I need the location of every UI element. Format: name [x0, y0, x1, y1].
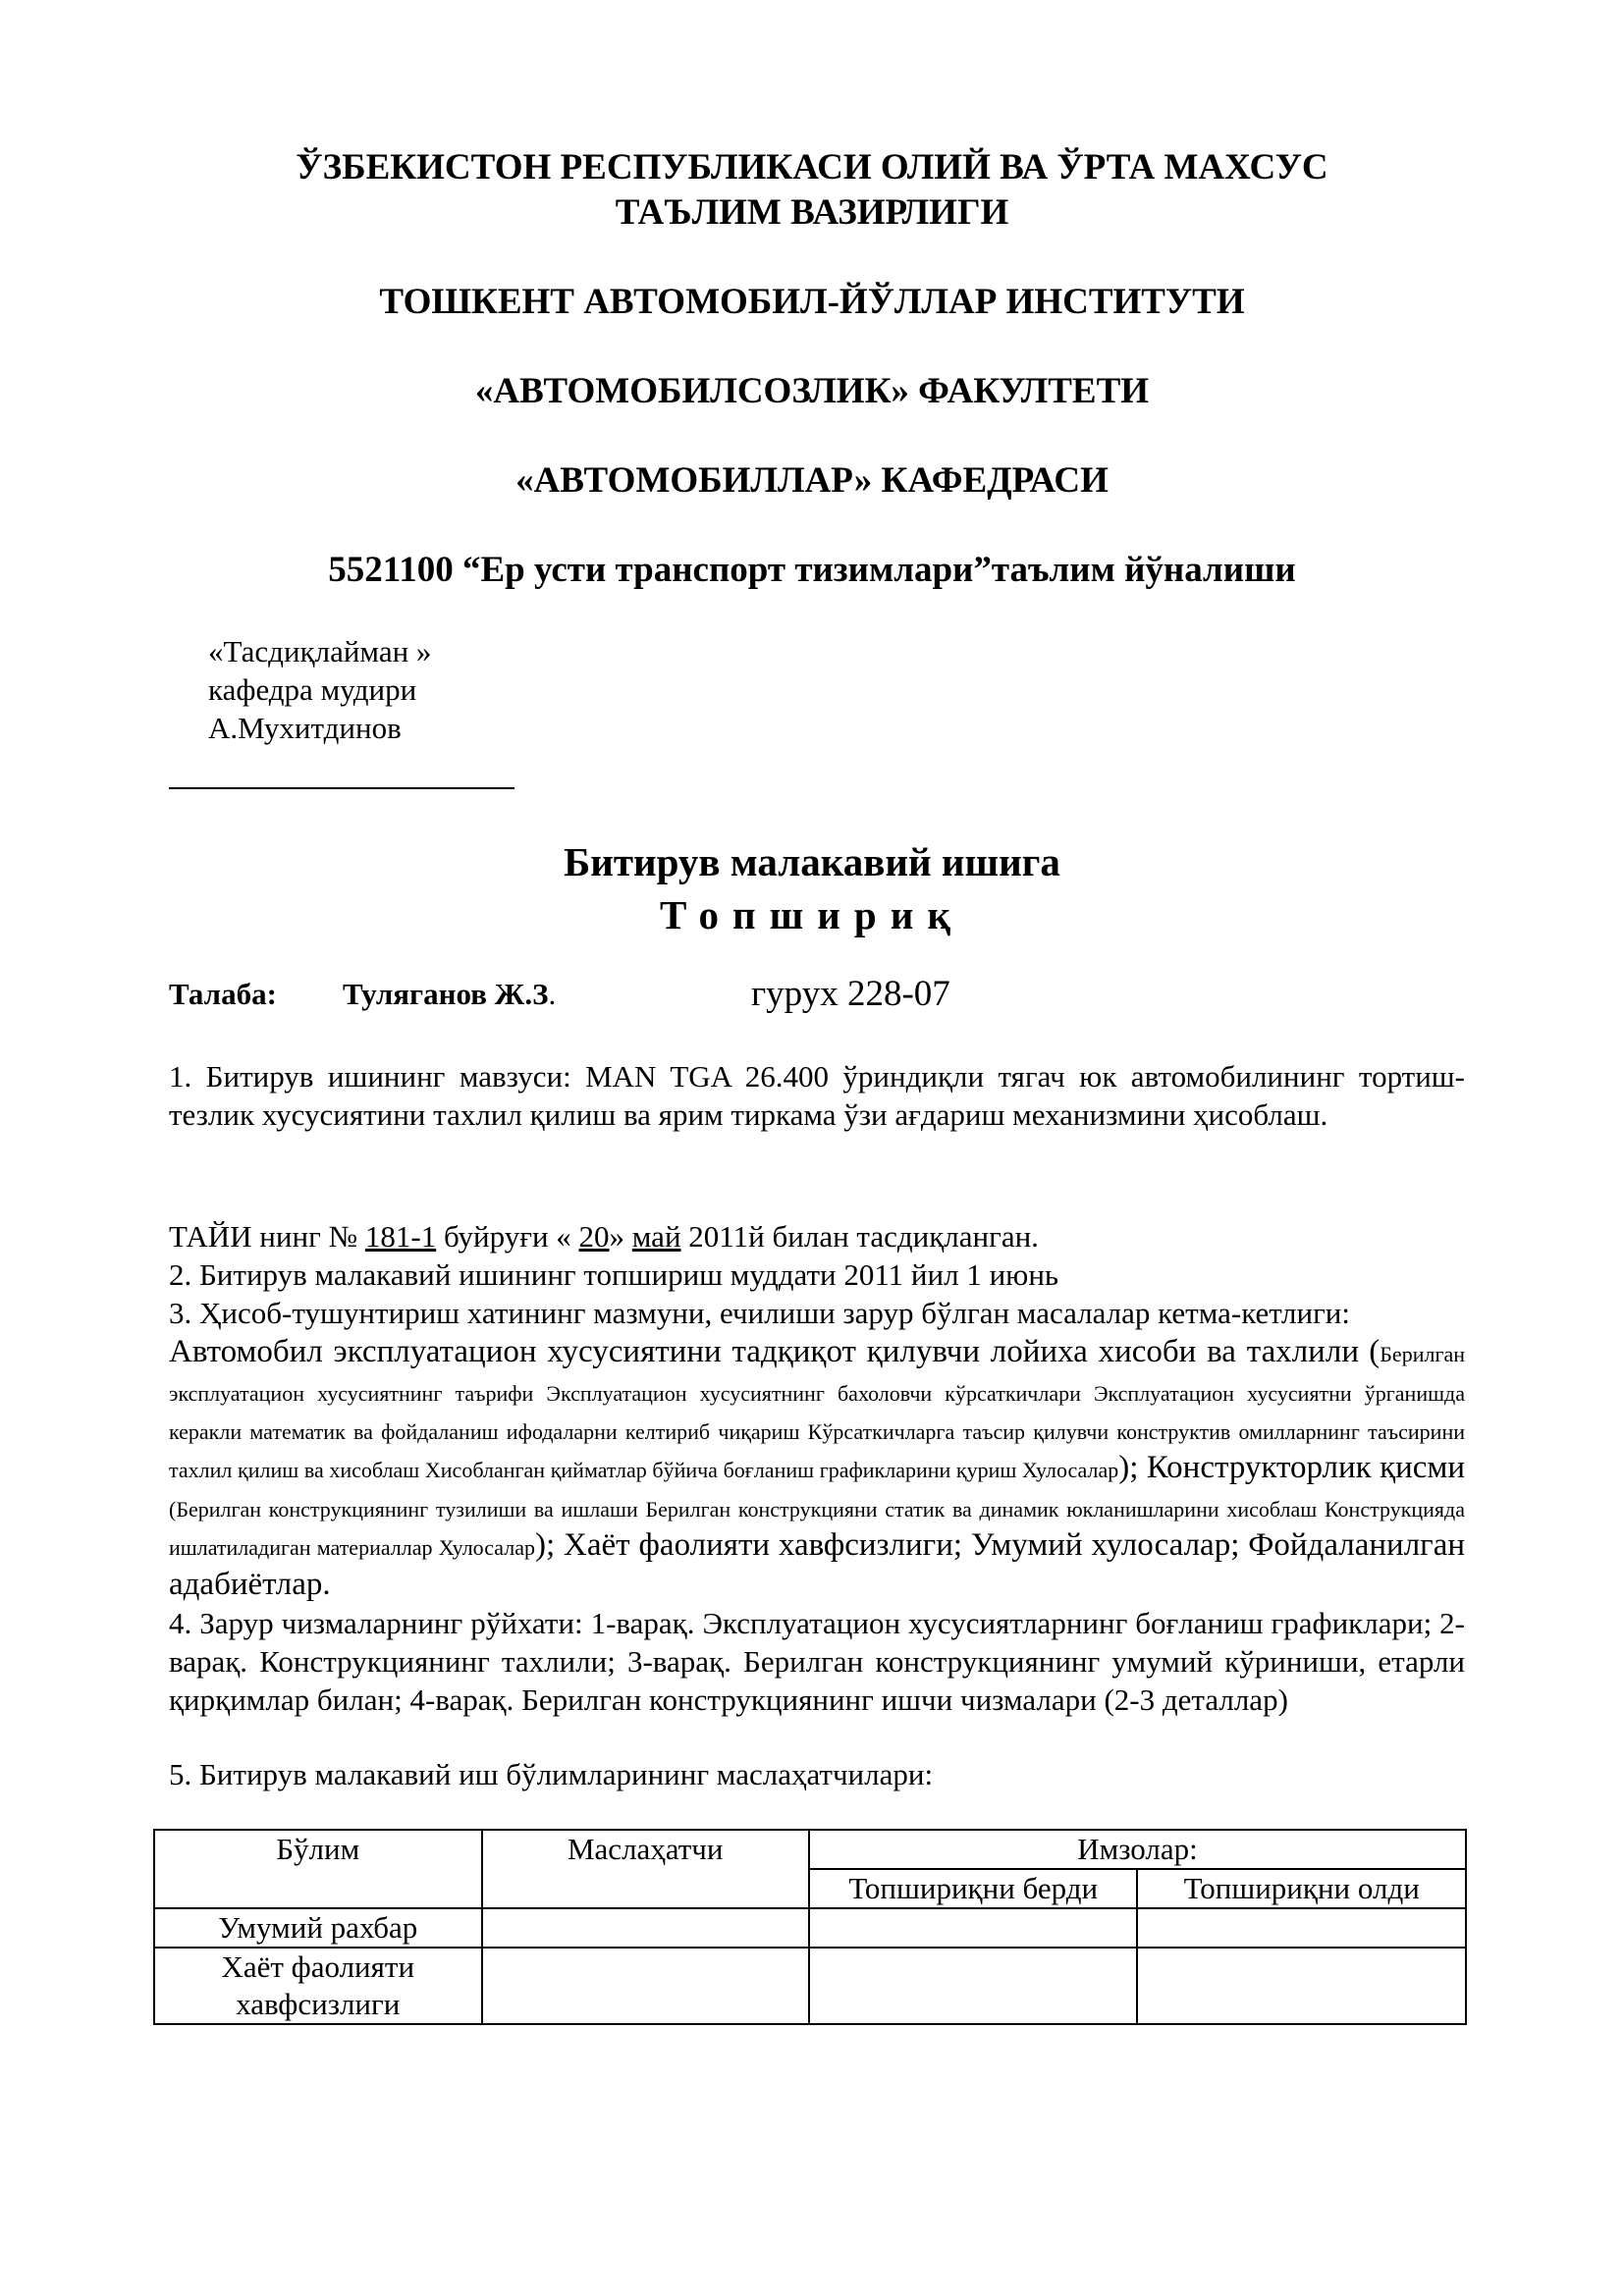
student-name-suffix: . — [548, 977, 557, 1011]
approval-line1: «Тасдиқлайман » — [208, 634, 432, 668]
item-3-intro: 3. Ҳисоб-тушунтириш хатининг мазмуни, ечилиши зарур бўлган масалалар кетма-кетлиги: — [169, 1296, 1351, 1330]
student-label: Талаба: — [169, 977, 277, 1011]
header-task-given: Топшириқни берди — [809, 1869, 1138, 1908]
item-3-part2-small: Берилган эксплуатацион хусусиятнинг таърифи Эксплуатацион хусусиятнинг бахоловчи кўрсаткичлари Эксплуатацион хусусиятни ўрганишда керакли математик ва фойдаланиш ифодаларни келтириб чиқариш Кўрсаткичларга таъсир қилувчи конструктив омилларнинг таъсирини тахлил қилиш ва хисоблаш Хисобланган қийматлар бўйича боғланиш графикларини қуриш Хулосалар — [169, 1342, 1466, 1482]
header-section: Бўлим — [154, 1830, 482, 1908]
items-2-to-4 — [169, 1217, 1465, 1719]
order-after-day: » — [609, 1219, 632, 1254]
row1-received-cell — [1137, 1908, 1466, 1948]
approval-line2: кафедра мудири — [208, 672, 417, 707]
item-3-open-paren: ( — [1369, 1334, 1380, 1369]
item-4-text: 4. Зарур чизмаларнинг рўйхати: 1-варақ. Эксплуатацион хусусиятларнинг боғланиш графиклари; 2-варақ. Конструкциянинг тахлили; 3-варақ. Берилган конструкциянинг умумий кўриниши, етарли қирқимлар билан; 4-варақ. Берилган конструкциянинг ишчи чизмалари (2-3 деталлар) — [169, 1606, 1465, 1717]
row2-section-line2: хавфсизлиги — [236, 1987, 401, 2021]
signature-line — [169, 787, 514, 789]
student-group: гурух 228-07 — [751, 974, 950, 1014]
ministry-heading-line1: ЎЗБЕКИСТОН РЕСПУБЛИКАСИ ОЛИЙ ВА ЎРТА МАХСУС — [296, 147, 1328, 187]
row2-section — [154, 1948, 482, 2024]
item-3-part3: ); Конструкторлик қисми — [1118, 1450, 1465, 1485]
item-3-contents — [169, 1332, 1465, 1604]
order-month: май — [631, 1219, 681, 1254]
row1-gave-cell — [809, 1908, 1138, 1948]
table-row — [154, 1948, 1466, 2024]
table-row — [154, 1908, 1466, 1948]
item-1-text: 1. Битирув ишининг мавзуси: MAN TGA 26.400 ўриндиқли тягач юк автомобилининг тортиш-тезлик хусусиятини тахлил қилиш ва ярим тиркама ўзи ағдариш механизмини ҳисоблаш. — [169, 1059, 1465, 1132]
department-heading: «АВТОМОБИЛЛАР» КАФЕДРАСИ — [515, 460, 1109, 501]
item-3-part5: ); Хаёт фаолияти хавфсизлиги; Умумий хулосалар; Фойдаланилган адабиётлар. — [169, 1527, 1466, 1602]
order-day: 20 — [578, 1219, 610, 1254]
item-5-text: 5. Битирув малакавий иш бўлимларининг маслаҳатчилари: — [169, 1757, 934, 1791]
order-number: 181-1 — [364, 1219, 437, 1254]
row2-section-line1: Хаёт фаолияти — [221, 1949, 415, 1984]
row2-gave-cell — [809, 1948, 1138, 2024]
approval-block — [208, 632, 431, 747]
row1-section: Умумий рахбар — [154, 1908, 482, 1948]
advisors-table — [153, 1829, 1467, 2025]
header-signatures: Имзолар: — [809, 1830, 1466, 1869]
student-name-block — [343, 975, 556, 1014]
row2-advisor-cell — [482, 1948, 809, 2024]
row1-advisor-cell — [482, 1908, 809, 1948]
document-title: Битирув малакавий ишига — [564, 839, 1060, 884]
approval-line3: А.Мухитдинов — [208, 711, 402, 745]
faculty-heading: «АВТОМОБИЛСОЗЛИК» ФАКУЛТЕТИ — [474, 371, 1150, 411]
order-suffix: 2011й билан тасдиқланган. — [680, 1219, 1039, 1254]
direction-heading: 5521100 “Ер усти транспорт тизимлари”таълим йўналиши — [328, 550, 1296, 590]
item-5 — [169, 1755, 1465, 1793]
row2-received-cell — [1137, 1948, 1466, 2024]
order-line — [169, 1217, 1465, 1255]
document-subtitle: Топшириқ — [660, 892, 964, 937]
item-3-part1: Автомобил эксплуатацион хусусиятини тадқиқот қилувчи лойиха хисоби ва тахлили — [169, 1334, 1359, 1369]
order-prefix: ТАЙИ нинг № — [169, 1219, 365, 1254]
order-mid: буйруғи « — [436, 1219, 579, 1254]
header-advisor: Маслаҳатчи — [482, 1830, 809, 1908]
ministry-heading-line2: ТАЪЛИМ ВАЗИРЛИГИ — [615, 192, 1009, 233]
item-1-topic — [169, 1057, 1465, 1134]
header-task-received: Топшириқни олди — [1137, 1869, 1466, 1908]
item-2-text: 2. Битирув малакавий ишининг топшириш муддати 2011 йил 1 июнь — [169, 1257, 1059, 1292]
table-header-row — [154, 1830, 1466, 1869]
institute-heading: ТОШКЕНТ АВТОМОБИЛ-ЙЎЛЛАР ИНСТИТУТИ — [379, 282, 1245, 322]
item-3-part4-small: (Берилган конструкциянинг тузилиши ва ишлаши Берилган конструкцияни статик ва динамик юкланишларини хисоблаш Конструкцияда ишлатиладиган материаллар Хулосалар — [169, 1497, 1465, 1560]
student-name: Туляганов Ж.З — [343, 977, 549, 1011]
